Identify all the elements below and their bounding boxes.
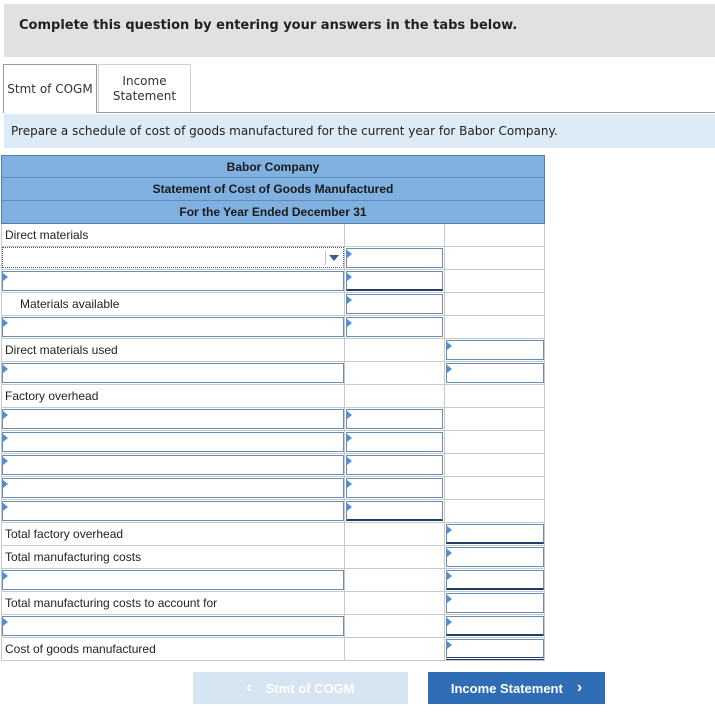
account-label-input[interactable] <box>2 363 344 383</box>
materials-available-amount-input[interactable] <box>346 294 443 314</box>
row-label-direct-materials: Direct materials <box>5 228 89 242</box>
question-header <box>4 4 715 57</box>
grid-line <box>1 545 545 546</box>
chevron-left-icon: ‹ <box>246 679 252 696</box>
grid-line <box>1 361 545 362</box>
grid-line <box>1 660 545 661</box>
chevron-down-icon <box>329 255 339 261</box>
tab-stmt-of-cogm[interactable] <box>3 64 97 113</box>
grid-line <box>544 224 545 661</box>
prev-tab-label: Stmt of COGM <box>265 680 355 696</box>
account-label-input[interactable] <box>2 570 344 590</box>
account-label-input[interactable] <box>2 317 344 337</box>
tab-stmt-of-cogm-label: Stmt of COGM <box>7 81 93 96</box>
grid-line <box>1 315 545 316</box>
overhead-label-input[interactable] <box>2 432 344 452</box>
row-label-total-factory-overhead: Total factory overhead <box>5 527 124 541</box>
tab-divider <box>97 112 715 113</box>
grid-line <box>1 591 545 592</box>
grid-line <box>1 614 545 615</box>
overhead-label-input[interactable] <box>2 409 344 429</box>
grid-line <box>1 292 545 293</box>
instruction-text: Prepare a schedule of cost of goods manufactured for the current year for Babor Company. <box>11 124 558 138</box>
overhead-amount-input[interactable] <box>346 478 443 498</box>
direct-materials-used-total-input[interactable] <box>446 340 544 360</box>
tab-income-statement-label: Income Statement <box>112 73 177 103</box>
chevron-right-icon: › <box>576 679 583 696</box>
overhead-amount-input[interactable] <box>346 455 443 475</box>
row-label-total-manufacturing-costs: Total manufacturing costs <box>5 550 142 564</box>
grid-line <box>1 407 545 408</box>
total-manufacturing-costs-input[interactable] <box>446 547 544 567</box>
overhead-amount-input[interactable] <box>346 432 443 452</box>
cogm-total-input[interactable] <box>446 639 544 660</box>
grid-line <box>1 499 545 500</box>
amount-input[interactable] <box>446 616 544 636</box>
statement-title: Statement of Cost of Goods Manufactured <box>1 178 545 201</box>
grid-line <box>1 568 545 569</box>
next-tab-label: Income Statement <box>450 680 563 696</box>
row-label-cogm: Cost of goods manufactured <box>5 642 156 656</box>
grid-line <box>1 476 545 477</box>
amount-input[interactable] <box>346 248 443 268</box>
grid-line <box>1 338 545 339</box>
row-label-total-to-account-for: Total manufacturing costs to account for <box>5 596 218 610</box>
grid-line <box>1 522 545 523</box>
grid-line <box>1 637 545 638</box>
row-label-factory-overhead: Factory overhead <box>5 389 99 403</box>
instruction-banner <box>4 114 715 148</box>
grid-line <box>1 384 545 385</box>
row-label-direct-materials-used: Direct materials used <box>5 343 118 357</box>
amount-input[interactable] <box>346 317 443 337</box>
total-factory-overhead-input[interactable] <box>446 524 544 544</box>
grid-line <box>1 269 545 270</box>
overhead-amount-input[interactable] <box>346 409 443 429</box>
direct-materials-account-select[interactable] <box>2 247 344 268</box>
prev-tab-button[interactable] <box>193 672 408 704</box>
account-label-input[interactable] <box>2 616 344 636</box>
amount-input[interactable] <box>346 271 443 291</box>
total-input[interactable] <box>446 363 544 383</box>
question-instruction: Complete this question by entering your answers in the tabs below. <box>19 18 518 33</box>
overhead-label-input[interactable] <box>2 478 344 498</box>
account-label-input[interactable] <box>2 271 344 291</box>
overhead-label-input[interactable] <box>2 455 344 475</box>
overhead-amount-input[interactable] <box>346 501 443 521</box>
tab-income-statement[interactable] <box>98 64 191 112</box>
grid-line <box>444 224 445 661</box>
total-to-account-for-input[interactable] <box>446 593 544 613</box>
grid-line <box>1 430 545 431</box>
amount-input[interactable] <box>446 570 544 590</box>
company-name: Babor Company <box>1 155 545 178</box>
grid-line <box>1 453 545 454</box>
statement-period: For the Year Ended December 31 <box>1 201 545 224</box>
overhead-label-input[interactable] <box>2 501 344 521</box>
dropdown-divider <box>325 251 326 265</box>
grid-line <box>344 224 345 661</box>
row-label-materials-available: Materials available <box>20 297 120 311</box>
next-tab-button[interactable] <box>428 672 605 704</box>
